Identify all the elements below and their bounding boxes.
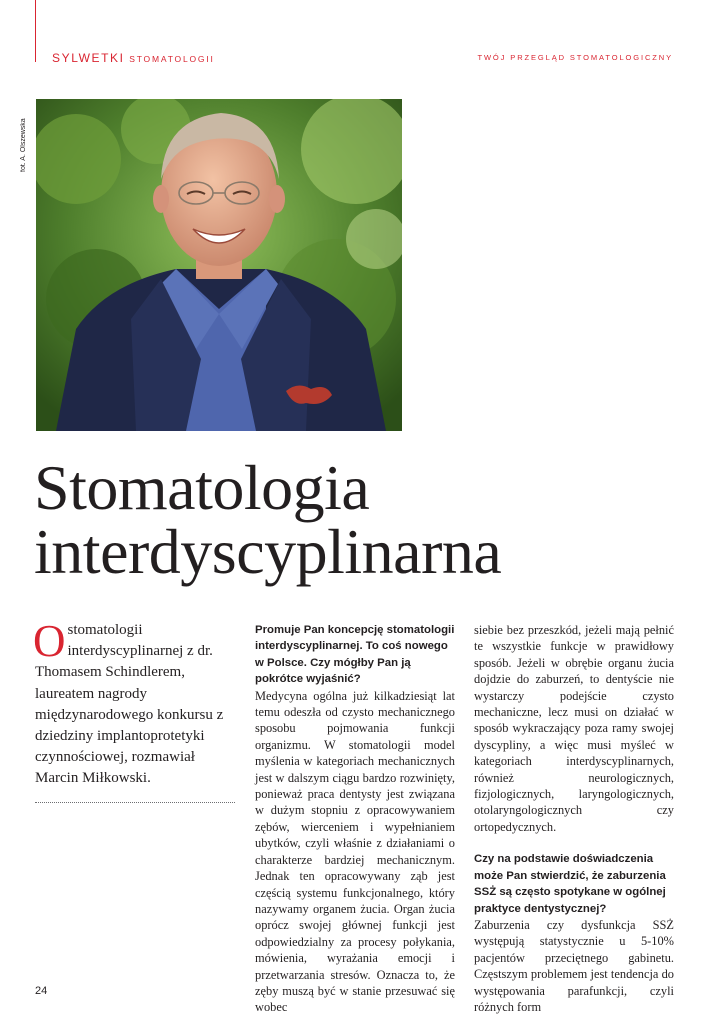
drop-cap: O — [33, 616, 66, 666]
article-title — [34, 452, 694, 587]
page-number: 24 — [35, 985, 48, 997]
lead-text: stomatologii interdyscyplinarnej z dr. Thomasem Schindlerem, laureatem nagrody międzynarodowego konkursu z dziedziny implantoprotetyki czynnościowej, rozmawiał Marcin Miłkowski. — [35, 622, 224, 787]
journal-title: TWÓJ PRZEGLĄD STOMATOLOGICZNY — [477, 53, 673, 62]
lead-divider — [35, 802, 235, 803]
answer-2: Zaburzenia czy dysfunkcja SSŻ występują statystycznie u 5-10% pacjentów przeciętnego gabinetu. Częstszym problemem jest tendencja do występowania parafunkcji, czyli różnych form — [474, 917, 674, 1014]
question-1: Promuje Pan koncepcję stomatologii interdyscyplinarnej. To coś nowego w Polsce. Czy mógłby Pan ją pokrótce wyjaśnić? — [255, 624, 455, 686]
section-label-main: SYLWETKI — [52, 51, 125, 65]
title-line-1: Stomatologia — [34, 452, 370, 523]
header-rule — [35, 0, 36, 62]
answer-1-part-2: siebie bez przeszkód, jeżeli mają pełnić te wszystkie funkcje w prawidłowy sposób. Jeżeli w obrębie organu żucia dojdzie do zaburzeń, to dentyście nie wystarczy podejście czysto mechaniczne, lecz musi on działać w sposób wykraczający poza ramy swojej dyscypliny, a więc musi myśleć w kategoriach interdyscyplinarnych, również neurologicznych, fizjologicznych, laryngologicznych, otolaryngologicznych czy ortopedycznych. — [474, 623, 674, 834]
question-2: Czy na podstawie doświadczenia może Pan stwierdzić, że zaburzenia SSŻ są często spotykane w ogólnej praktyce dentystycznej? — [474, 853, 666, 915]
section-label — [52, 51, 215, 65]
portrait-photo — [36, 99, 402, 431]
answer-1-part-1: Medycyna ogólna już kilkadziesiąt lat temu odeszła od czysto mechanicznego sposobu pojmowania funkcji organizmu. W stomatologii model myślenia w kategoriach mechanicznych jest w dalszym ciągu bardzo rozwinięty, ponieważ praca dentysty jest związana w dużym stopniu z opracowywaniem zębów, wierceniem i wypełnianiem ubytków, czyli właśnie z działaniami o charakterze bardziej mechanicznym. Jednak ten opracowywany ząb jest częścią systemu funkcjonalnego, który nazywamy organem żucia. Organ żucia oprócz swojej głównej funkcji jest odpowiedzialny za procesy połykania, mówienia, wyrażania emocji i przetwarzania stresów. Oznacza to, że zęby muszą być w stanie przesuwać się wobec — [255, 688, 455, 1015]
column-2 — [474, 622, 674, 1015]
section-label-sub: STOMATOLOGII — [129, 54, 215, 64]
lead-paragraph — [33, 616, 235, 790]
column-1 — [255, 622, 455, 1016]
photo-credit: fot. A. Olszewska — [20, 118, 27, 172]
portrait-illustration — [36, 99, 402, 431]
title-line-2: interdyscyplinarna — [34, 516, 502, 587]
